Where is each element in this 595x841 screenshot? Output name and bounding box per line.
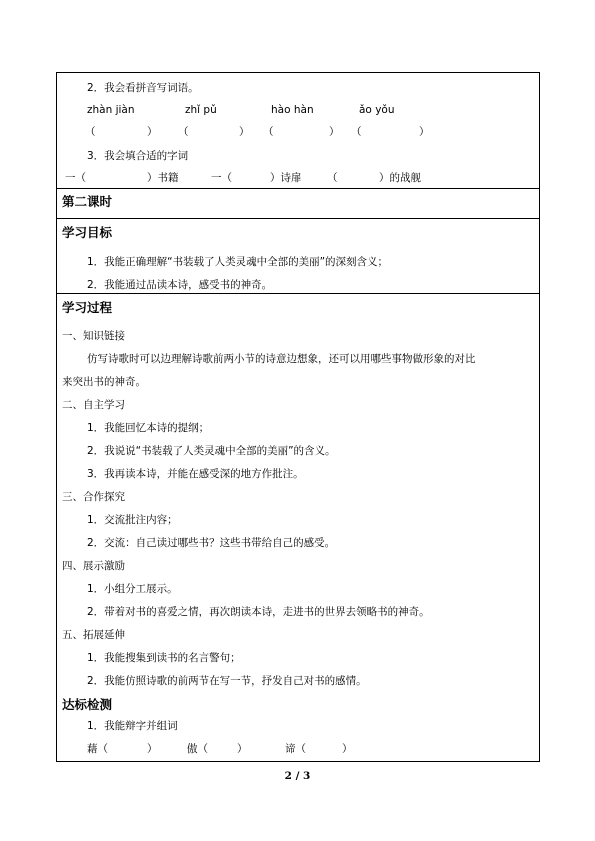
fill-3-open: （ xyxy=(327,172,338,184)
section-title-self-study: 二、自主学习 xyxy=(62,399,125,411)
answer-bracket-close-1: ） xyxy=(147,126,158,138)
answer-bracket-close-3: ） xyxy=(329,126,340,138)
self-study-item-2: 2．我说说“书装载了人类灵魂中全部的美丽”的含义。 xyxy=(87,445,336,457)
answer-bracket-open-2: （ xyxy=(178,126,189,138)
self-study-item-3: 3．我再读本诗，并能在感受深的地方作批注。 xyxy=(87,468,304,480)
pinyin-4: ǎo yǒu xyxy=(359,104,395,116)
pinyin-2: zhǐ pǔ xyxy=(185,104,217,116)
cooperation-item-2: 2．交流：自己读过哪些书？这些书带给自己的感受。 xyxy=(87,537,336,549)
fill-2-open: 一（ xyxy=(211,172,232,184)
extension-item-2: 2．我能仿照诗歌的前两节在写一节，抒发自己对书的感情。 xyxy=(87,675,367,687)
knowledge-line-2: 来突出书的神奇。 xyxy=(62,376,146,388)
answer-bracket-open-1: （ xyxy=(85,126,96,138)
word-2-close: ） xyxy=(237,743,248,755)
section-title-knowledge: 一、知识链接 xyxy=(62,330,125,342)
knowledge-line-1: 仿写诗歌时可以边理解诗歌前两小节的诗意边想象，还可以用哪些事物做形象的对比 xyxy=(87,353,476,365)
row-divider xyxy=(57,188,539,189)
check-item-1: 1．我能辩字并组词 xyxy=(87,720,178,732)
check-heading: 达标检测 xyxy=(62,697,113,712)
word-2-open: 傲（ xyxy=(187,743,208,755)
pinyin-1: zhàn jiàn xyxy=(87,104,135,116)
goal-item-1: 1．我能正确理解“书装载了人类灵魂中全部的美丽”的深刻含义； xyxy=(87,256,389,268)
showcase-item-2: 2．带着对书的喜爱之情，再次朗读本诗，走进书的世界去领略书的神奇。 xyxy=(87,606,430,618)
pinyin-3: hào hàn xyxy=(271,104,314,116)
word-3-open: 谛（ xyxy=(285,743,306,755)
fill-2-close: ）诗扉 xyxy=(270,172,302,184)
extension-item-1: 1．我能搜集到读书的名言警句； xyxy=(87,652,241,664)
section-title-cooperation: 三、合作探究 xyxy=(62,491,125,503)
word-1-open: 藉（ xyxy=(87,743,108,755)
process-heading: 学习过程 xyxy=(62,300,113,315)
answer-bracket-close-2: ） xyxy=(239,126,250,138)
goal-item-2: 2．我能通过品读本诗，感受书的神奇。 xyxy=(87,279,273,291)
word-1-close: ） xyxy=(147,743,158,755)
fill-1-open: 一（ xyxy=(65,172,86,184)
lesson-heading: 第二课时 xyxy=(62,194,113,209)
item-pinyin-words: 2．我会看拼音写词语。 xyxy=(87,82,199,94)
fill-1-close: ）书籍 xyxy=(147,172,179,184)
section-title-showcase: 四、展示激励 xyxy=(62,560,125,572)
worksheet-table xyxy=(56,72,540,762)
answer-bracket-close-4: ） xyxy=(419,126,430,138)
self-study-item-1: 1．我能回忆本诗的提纲； xyxy=(87,422,210,434)
fill-3-close: ）的战舰 xyxy=(379,172,421,184)
goals-heading: 学习目标 xyxy=(62,225,113,240)
answer-bracket-open-4: （ xyxy=(351,126,362,138)
row-divider xyxy=(57,218,539,219)
item-fill-words: 3．我会填合适的字词 xyxy=(87,150,189,162)
page-number: 2 / 3 xyxy=(284,770,311,782)
word-3-close: ） xyxy=(342,743,353,755)
answer-bracket-open-3: （ xyxy=(263,126,274,138)
showcase-item-1: 1．小组分工展示。 xyxy=(87,583,178,595)
section-title-extension: 五、拓展延伸 xyxy=(62,629,125,641)
cooperation-item-1: 1．交流批注内容； xyxy=(87,514,178,526)
row-divider xyxy=(57,293,539,294)
